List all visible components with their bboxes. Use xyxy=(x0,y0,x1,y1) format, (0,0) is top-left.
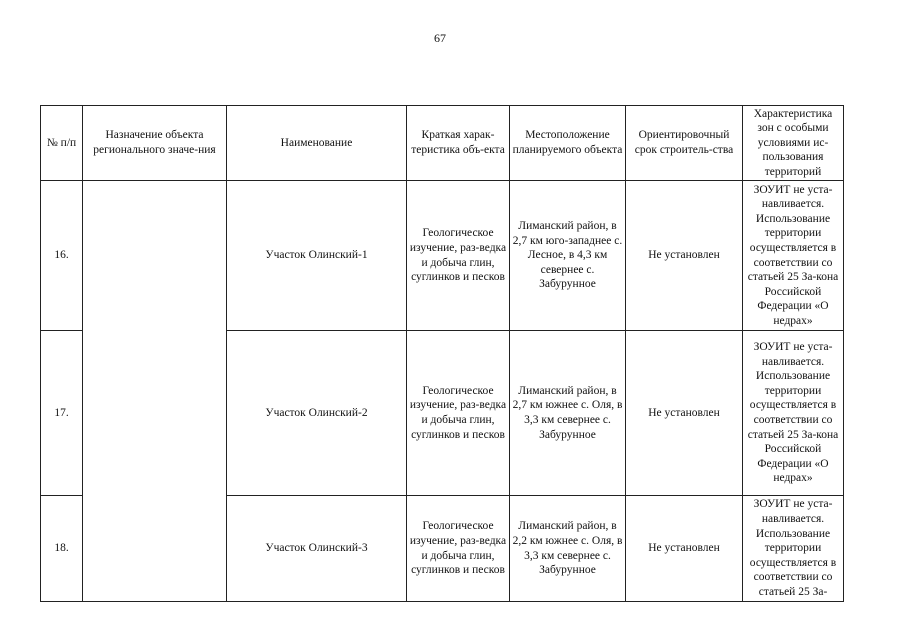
header-purpose: Назначение объекта регионального значе-ния xyxy=(83,106,227,181)
header-name: Наименование xyxy=(227,106,407,181)
row-term: Не установлен xyxy=(626,181,743,331)
row-name: Участок Олинский-3 xyxy=(227,496,407,602)
page-number: 67 xyxy=(434,31,446,45)
row-description: Геологическое изучение, раз-ведка и добыча глин, суглинков и песков xyxy=(407,331,510,496)
row-location: Лиманский район, в 2,7 км юго-западнее с. Лесное, в 4,3 км севернее с. Забурунное xyxy=(510,181,626,331)
row-location: Лиманский район, в 2,2 км южнее с. Оля, в 3,3 км севернее с. Забурунное xyxy=(510,496,626,602)
row-term: Не установлен xyxy=(626,331,743,496)
table-row xyxy=(41,181,844,331)
row-description: Геологическое изучение, раз-ведка и добыча глин, суглинков и песков xyxy=(407,181,510,331)
row-number: 16. xyxy=(41,181,83,331)
header-number: № п/п xyxy=(41,106,83,181)
row-name: Участок Олинский-2 xyxy=(227,331,407,496)
objects-table xyxy=(40,105,844,602)
row-zones: ЗОУИТ не уста-навливается. Использование территории осуществляется в соответствии со статьей 25 За-кона Российской Федерации «О недрах» xyxy=(743,331,844,496)
row-description: Геологическое изучение, раз-ведка и добыча глин, суглинков и песков xyxy=(407,496,510,602)
table-header-row xyxy=(41,106,844,181)
row-term: Не установлен xyxy=(626,496,743,602)
row-zones: ЗОУИТ не уста-навливается. Использование территории осуществляется в соответствии со статьей 25 За-кона Российской Федерации «О недрах» xyxy=(743,181,844,331)
row-name: Участок Олинский-1 xyxy=(227,181,407,331)
header-term: Ориентировочный срок строитель-ства xyxy=(626,106,743,181)
row-number: 17. xyxy=(41,331,83,496)
header-location: Местоположение планируемого объекта xyxy=(510,106,626,181)
header-description: Краткая харак-теристика объ-екта xyxy=(407,106,510,181)
row-zones: ЗОУИТ не уста-навливается. Использование территории осуществляется в соответствии со статьей 25 За- xyxy=(743,496,844,602)
header-zones: Характеристика зон с особыми условиями ис-пользования территорий xyxy=(743,106,844,181)
row-location: Лиманский район, в 2,7 км южнее с. Оля, в 3,3 км севернее с. Забурунное xyxy=(510,331,626,496)
row-purpose xyxy=(83,181,227,602)
row-number: 18. xyxy=(41,496,83,602)
